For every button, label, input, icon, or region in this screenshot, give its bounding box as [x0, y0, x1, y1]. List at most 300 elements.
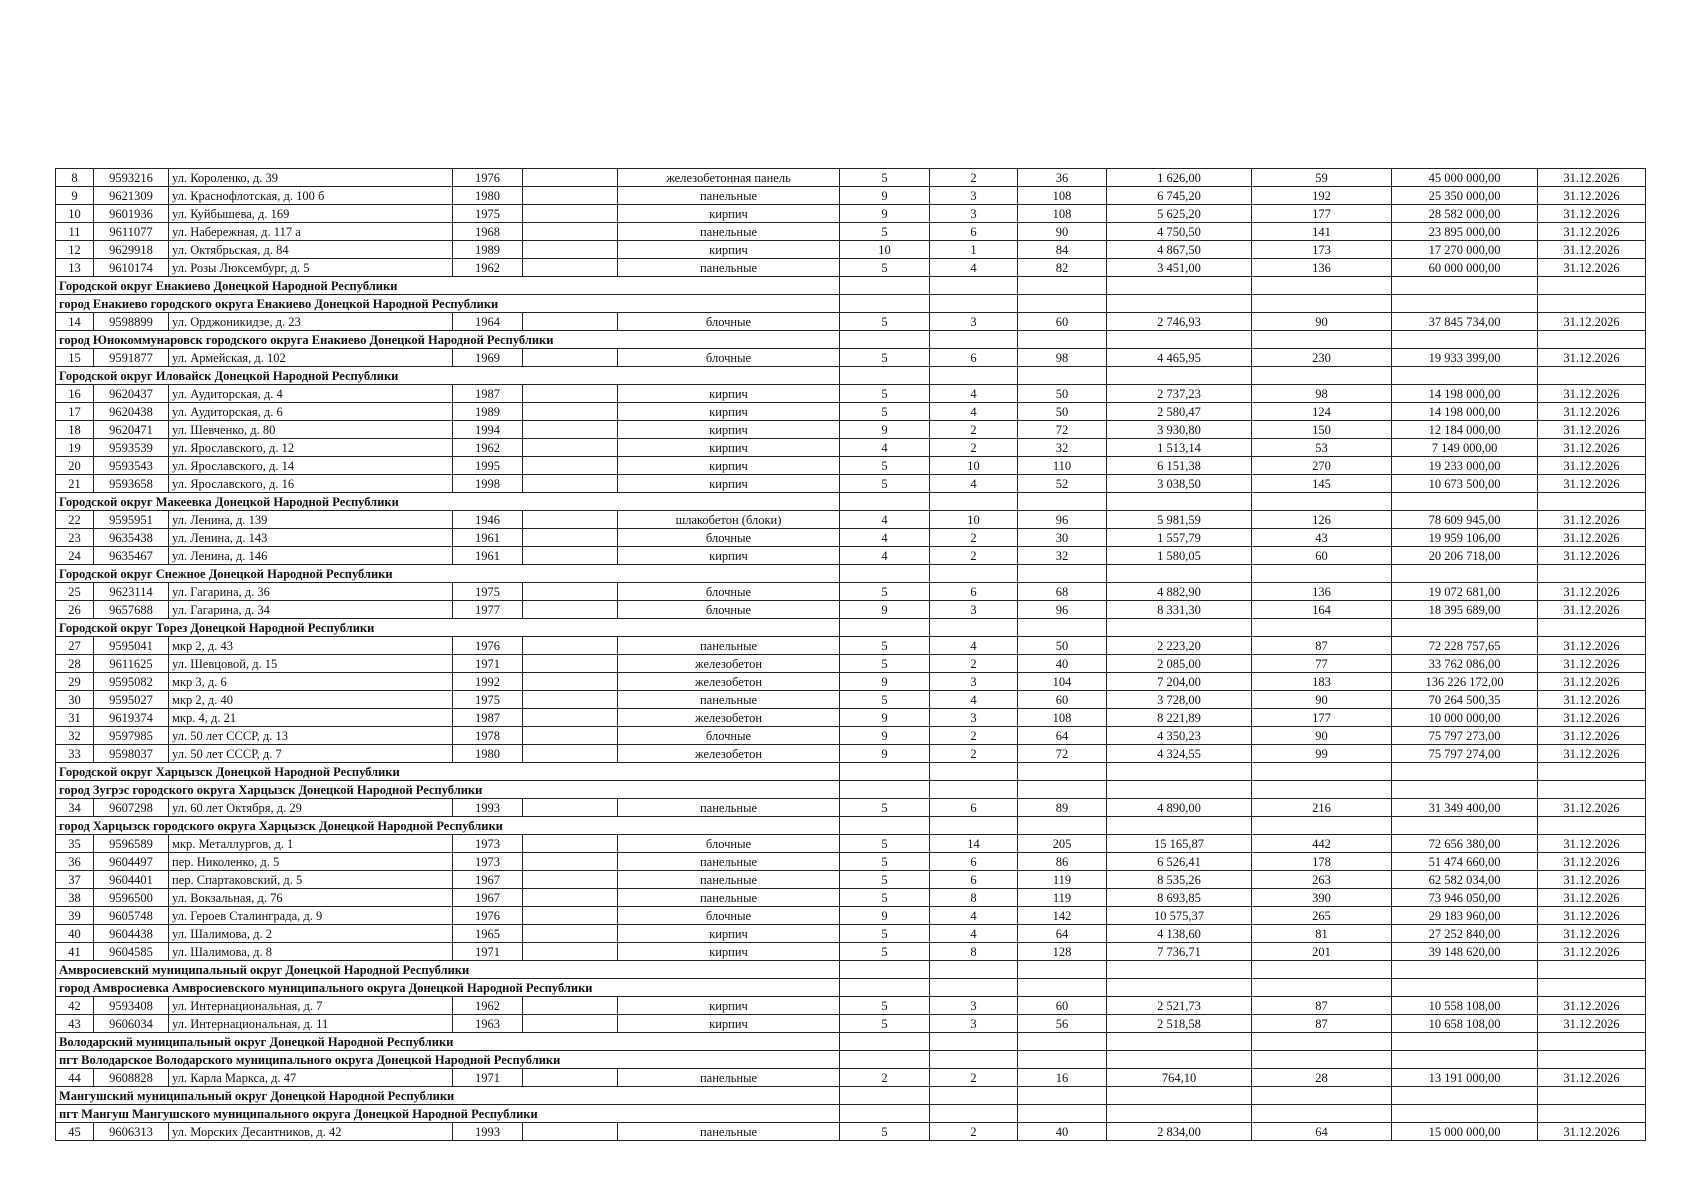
empty-cell: [1107, 277, 1252, 295]
apartments-cell: 119: [1018, 871, 1107, 889]
entrances-cell: 10: [930, 511, 1018, 529]
empty-cell: [523, 799, 618, 817]
floors-cell: 5: [840, 691, 930, 709]
cost-cell: 75 797 274,00: [1392, 745, 1538, 763]
deadline-cell: 31.12.2026: [1538, 475, 1646, 493]
cost-cell: 70 264 500,35: [1392, 691, 1538, 709]
deadline-cell: 31.12.2026: [1538, 547, 1646, 565]
wall-material-cell: панельные: [618, 187, 840, 205]
apartments-cell: 30: [1018, 529, 1107, 547]
area-cell: 2 746,93: [1107, 313, 1252, 331]
empty-cell: [840, 817, 930, 835]
empty-cell: [523, 673, 618, 691]
wall-material-cell: кирпич: [618, 1015, 840, 1033]
apartments-cell: 50: [1018, 403, 1107, 421]
wall-material-cell: кирпич: [618, 385, 840, 403]
empty-cell: [1018, 277, 1107, 295]
address-cell: мкр. Металлургов, д. 1: [169, 835, 453, 853]
entrances-cell: 6: [930, 871, 1018, 889]
wall-material-cell: блочные: [618, 583, 840, 601]
area-cell: 4 324,55: [1107, 745, 1252, 763]
floors-cell: 5: [840, 853, 930, 871]
empty-cell: [523, 925, 618, 943]
entrances-cell: 2: [930, 439, 1018, 457]
deadline-cell: 31.12.2026: [1538, 709, 1646, 727]
house-id-cell: 9596589: [94, 835, 169, 853]
table-row: [56, 1015, 1646, 1033]
apartments-cell: 32: [1018, 547, 1107, 565]
wall-material-cell: кирпич: [618, 997, 840, 1015]
apartments-cell: 96: [1018, 511, 1107, 529]
build-year-cell: 1946: [453, 511, 523, 529]
empty-cell: [523, 439, 618, 457]
row-number-cell: 15: [56, 349, 94, 367]
entrances-cell: 2: [930, 169, 1018, 187]
wall-material-cell: блочные: [618, 727, 840, 745]
build-year-cell: 1994: [453, 421, 523, 439]
cost-cell: 73 946 050,00: [1392, 889, 1538, 907]
entrances-cell: 2: [930, 1069, 1018, 1087]
build-year-cell: 1989: [453, 241, 523, 259]
cost-cell: 25 350 000,00: [1392, 187, 1538, 205]
empty-cell: [1107, 979, 1252, 997]
address-cell: ул. Ленина, д. 139: [169, 511, 453, 529]
empty-cell: [1252, 277, 1392, 295]
apartments-cell: 60: [1018, 997, 1107, 1015]
house-id-cell: 9598899: [94, 313, 169, 331]
apartments-cell: 72: [1018, 421, 1107, 439]
residents-cell: 263: [1252, 871, 1392, 889]
entrances-cell: 6: [930, 583, 1018, 601]
build-year-cell: 1975: [453, 583, 523, 601]
section-header-label: Мангушский муниципальный округ Донецкой Народной Республики: [56, 1087, 840, 1105]
residents-cell: 64: [1252, 1123, 1392, 1141]
address-cell: мкр 3, д. 6: [169, 673, 453, 691]
cost-cell: 7 149 000,00: [1392, 439, 1538, 457]
floors-cell: 9: [840, 727, 930, 745]
area-cell: 2 580,47: [1107, 403, 1252, 421]
section-header-label: Городской округ Енакиево Донецкой Народной Республики: [56, 277, 840, 295]
area-cell: 8 221,89: [1107, 709, 1252, 727]
table-row: [56, 925, 1646, 943]
empty-cell: [1107, 367, 1252, 385]
area-cell: 3 038,50: [1107, 475, 1252, 493]
floors-cell: 5: [840, 925, 930, 943]
wall-material-cell: железобетон: [618, 745, 840, 763]
entrances-cell: 2: [930, 727, 1018, 745]
area-cell: 8 535,26: [1107, 871, 1252, 889]
floors-cell: 5: [840, 223, 930, 241]
house-id-cell: 9629918: [94, 241, 169, 259]
empty-cell: [1107, 961, 1252, 979]
address-cell: ул. Шевцовой, д. 15: [169, 655, 453, 673]
row-number-cell: 35: [56, 835, 94, 853]
floors-cell: 9: [840, 907, 930, 925]
area-cell: 5 981,59: [1107, 511, 1252, 529]
area-cell: 4 750,50: [1107, 223, 1252, 241]
residents-cell: 265: [1252, 907, 1392, 925]
floors-cell: 5: [840, 169, 930, 187]
empty-cell: [523, 223, 618, 241]
section-header-row: [56, 277, 1646, 295]
apartments-cell: 119: [1018, 889, 1107, 907]
wall-material-cell: панельные: [618, 1123, 840, 1141]
empty-cell: [523, 727, 618, 745]
table-row: [56, 439, 1646, 457]
entrances-cell: 2: [930, 421, 1018, 439]
area-cell: 6 526,41: [1107, 853, 1252, 871]
build-year-cell: 1976: [453, 637, 523, 655]
row-number-cell: 12: [56, 241, 94, 259]
row-number-cell: 21: [56, 475, 94, 493]
empty-cell: [1252, 979, 1392, 997]
area-cell: 1 580,05: [1107, 547, 1252, 565]
area-cell: 2 518,58: [1107, 1015, 1252, 1033]
entrances-cell: 6: [930, 799, 1018, 817]
address-cell: ул. Аудиторская, д. 6: [169, 403, 453, 421]
table-row: [56, 349, 1646, 367]
table-row: [56, 547, 1646, 565]
apartments-cell: 110: [1018, 457, 1107, 475]
section-header-row: [56, 295, 1646, 313]
empty-cell: [1018, 295, 1107, 313]
wall-material-cell: кирпич: [618, 439, 840, 457]
empty-cell: [523, 421, 618, 439]
entrances-cell: 3: [930, 187, 1018, 205]
table-row: [56, 169, 1646, 187]
address-cell: мкр 2, д. 40: [169, 691, 453, 709]
empty-cell: [1538, 493, 1646, 511]
address-cell: ул. Ленина, д. 143: [169, 529, 453, 547]
house-id-cell: 9621309: [94, 187, 169, 205]
empty-cell: [523, 241, 618, 259]
wall-material-cell: кирпич: [618, 547, 840, 565]
empty-cell: [523, 205, 618, 223]
empty-cell: [1107, 295, 1252, 313]
empty-cell: [523, 601, 618, 619]
table-row: [56, 655, 1646, 673]
empty-cell: [1018, 961, 1107, 979]
section-header-label: Городской округ Торез Донецкой Народной Республики: [56, 619, 840, 637]
section-header-label: Володарский муниципальный округ Донецкой Народной Республики: [56, 1033, 840, 1051]
build-year-cell: 1967: [453, 871, 523, 889]
deadline-cell: 31.12.2026: [1538, 907, 1646, 925]
floors-cell: 4: [840, 511, 930, 529]
residents-cell: 90: [1252, 691, 1392, 709]
empty-cell: [1392, 565, 1538, 583]
empty-cell: [1107, 781, 1252, 799]
empty-cell: [1392, 817, 1538, 835]
entrances-cell: 3: [930, 673, 1018, 691]
residents-cell: 173: [1252, 241, 1392, 259]
empty-cell: [1538, 565, 1646, 583]
house-id-cell: 9604497: [94, 853, 169, 871]
empty-cell: [930, 331, 1018, 349]
wall-material-cell: панельные: [618, 223, 840, 241]
floors-cell: 9: [840, 709, 930, 727]
deadline-cell: 31.12.2026: [1538, 1123, 1646, 1141]
residents-cell: 442: [1252, 835, 1392, 853]
table-row: [56, 997, 1646, 1015]
section-header-label: Городской округ Харцызск Донецкой Народной Республики: [56, 763, 840, 781]
area-cell: 15 165,87: [1107, 835, 1252, 853]
section-header-label: город Амвросиевка Амвросиевского муниципального округа Донецкой Народной Республики: [56, 979, 840, 997]
house-id-cell: 9607298: [94, 799, 169, 817]
table-row: [56, 709, 1646, 727]
build-year-cell: 1967: [453, 889, 523, 907]
apartments-cell: 104: [1018, 673, 1107, 691]
table-row: [56, 475, 1646, 493]
entrances-cell: 6: [930, 853, 1018, 871]
empty-cell: [1392, 1033, 1538, 1051]
section-header-label: Городской округ Макеевка Донецкой Народной Республики: [56, 493, 840, 511]
cost-cell: 136 226 172,00: [1392, 673, 1538, 691]
floors-cell: 5: [840, 637, 930, 655]
row-number-cell: 42: [56, 997, 94, 1015]
floors-cell: 5: [840, 259, 930, 277]
cost-cell: 62 582 034,00: [1392, 871, 1538, 889]
empty-cell: [1252, 1033, 1392, 1051]
wall-material-cell: шлакобетон (блоки): [618, 511, 840, 529]
entrances-cell: 4: [930, 403, 1018, 421]
house-id-cell: 9620437: [94, 385, 169, 403]
area-cell: 4 867,50: [1107, 241, 1252, 259]
section-header-row: [56, 619, 1646, 637]
apartments-cell: 108: [1018, 187, 1107, 205]
empty-cell: [1392, 493, 1538, 511]
address-cell: ул. 50 лет СССР, д. 7: [169, 745, 453, 763]
entrances-cell: 14: [930, 835, 1018, 853]
floors-cell: 5: [840, 1015, 930, 1033]
build-year-cell: 1989: [453, 403, 523, 421]
residents-cell: 164: [1252, 601, 1392, 619]
wall-material-cell: блочные: [618, 313, 840, 331]
build-year-cell: 1969: [453, 349, 523, 367]
residents-cell: 136: [1252, 259, 1392, 277]
empty-cell: [840, 961, 930, 979]
cost-cell: 15 000 000,00: [1392, 1123, 1538, 1141]
empty-cell: [930, 367, 1018, 385]
residents-cell: 216: [1252, 799, 1392, 817]
apartments-cell: 40: [1018, 1123, 1107, 1141]
house-id-cell: 9595027: [94, 691, 169, 709]
empty-cell: [1252, 1051, 1392, 1069]
cost-cell: 60 000 000,00: [1392, 259, 1538, 277]
empty-cell: [1538, 781, 1646, 799]
empty-cell: [930, 817, 1018, 835]
section-header-row: [56, 1051, 1646, 1069]
empty-cell: [1538, 331, 1646, 349]
deadline-cell: 31.12.2026: [1538, 439, 1646, 457]
row-number-cell: 19: [56, 439, 94, 457]
address-cell: ул. Краснофлотская, д. 100 б: [169, 187, 453, 205]
floors-cell: 4: [840, 547, 930, 565]
apartments-cell: 98: [1018, 349, 1107, 367]
row-number-cell: 32: [56, 727, 94, 745]
entrances-cell: 3: [930, 709, 1018, 727]
table-row: [56, 583, 1646, 601]
row-number-cell: 16: [56, 385, 94, 403]
floors-cell: 5: [840, 313, 930, 331]
empty-cell: [1392, 367, 1538, 385]
entrances-cell: 3: [930, 205, 1018, 223]
empty-cell: [1252, 619, 1392, 637]
house-id-cell: 9597985: [94, 727, 169, 745]
row-number-cell: 23: [56, 529, 94, 547]
address-cell: ул. Шевченко, д. 80: [169, 421, 453, 439]
build-year-cell: 1980: [453, 745, 523, 763]
deadline-cell: 31.12.2026: [1538, 799, 1646, 817]
empty-cell: [1018, 763, 1107, 781]
deadline-cell: 31.12.2026: [1538, 745, 1646, 763]
row-number-cell: 25: [56, 583, 94, 601]
wall-material-cell: блочные: [618, 529, 840, 547]
table-row: [56, 1069, 1646, 1087]
empty-cell: [523, 385, 618, 403]
empty-cell: [523, 745, 618, 763]
build-year-cell: 1971: [453, 1069, 523, 1087]
address-cell: ул. Шалимова, д. 8: [169, 943, 453, 961]
build-year-cell: 1995: [453, 457, 523, 475]
empty-cell: [523, 457, 618, 475]
build-year-cell: 1978: [453, 727, 523, 745]
house-id-cell: 9620471: [94, 421, 169, 439]
deadline-cell: 31.12.2026: [1538, 1015, 1646, 1033]
cost-cell: 19 933 399,00: [1392, 349, 1538, 367]
row-number-cell: 13: [56, 259, 94, 277]
cost-cell: 23 895 000,00: [1392, 223, 1538, 241]
cost-cell: 37 845 734,00: [1392, 313, 1538, 331]
house-id-cell: 9611625: [94, 655, 169, 673]
empty-cell: [930, 781, 1018, 799]
residents-cell: 90: [1252, 727, 1392, 745]
address-cell: ул. Героев Сталинграда, д. 9: [169, 907, 453, 925]
apartments-cell: 40: [1018, 655, 1107, 673]
empty-cell: [840, 277, 930, 295]
residents-cell: 43: [1252, 529, 1392, 547]
residents-cell: 145: [1252, 475, 1392, 493]
wall-material-cell: блочные: [618, 601, 840, 619]
empty-cell: [840, 331, 930, 349]
house-id-cell: 9610174: [94, 259, 169, 277]
table-row: [56, 241, 1646, 259]
empty-cell: [1538, 961, 1646, 979]
wall-material-cell: железобетон: [618, 709, 840, 727]
empty-cell: [523, 871, 618, 889]
wall-material-cell: кирпич: [618, 421, 840, 439]
empty-cell: [840, 781, 930, 799]
floors-cell: 5: [840, 583, 930, 601]
entrances-cell: 4: [930, 925, 1018, 943]
residents-cell: 77: [1252, 655, 1392, 673]
empty-cell: [1538, 619, 1646, 637]
deadline-cell: 31.12.2026: [1538, 241, 1646, 259]
residents-cell: 136: [1252, 583, 1392, 601]
empty-cell: [1107, 817, 1252, 835]
build-year-cell: 1964: [453, 313, 523, 331]
cost-cell: 19 233 000,00: [1392, 457, 1538, 475]
empty-cell: [930, 961, 1018, 979]
row-number-cell: 24: [56, 547, 94, 565]
cost-cell: 39 148 620,00: [1392, 943, 1538, 961]
wall-material-cell: кирпич: [618, 943, 840, 961]
empty-cell: [523, 655, 618, 673]
entrances-cell: 8: [930, 943, 1018, 961]
house-id-cell: 9591877: [94, 349, 169, 367]
address-cell: ул. Орджоникидзе, д. 23: [169, 313, 453, 331]
entrances-cell: 2: [930, 529, 1018, 547]
table-row: [56, 205, 1646, 223]
empty-cell: [1252, 493, 1392, 511]
apartments-cell: 50: [1018, 385, 1107, 403]
wall-material-cell: панельные: [618, 637, 840, 655]
cost-cell: 17 270 000,00: [1392, 241, 1538, 259]
empty-cell: [1018, 1087, 1107, 1105]
empty-cell: [1018, 331, 1107, 349]
row-number-cell: 30: [56, 691, 94, 709]
cost-cell: 75 797 273,00: [1392, 727, 1538, 745]
section-header-label: Амвросиевский муниципальный округ Донецкой Народной Республики: [56, 961, 840, 979]
address-cell: ул. Интернациональная, д. 11: [169, 1015, 453, 1033]
floors-cell: 5: [840, 799, 930, 817]
deadline-cell: 31.12.2026: [1538, 889, 1646, 907]
address-cell: ул. Куйбышева, д. 169: [169, 205, 453, 223]
section-header-row: [56, 367, 1646, 385]
house-id-cell: 9595082: [94, 673, 169, 691]
row-number-cell: 18: [56, 421, 94, 439]
empty-cell: [840, 295, 930, 313]
section-header-label: пгт Володарское Володарского муниципального округа Донецкой Народной Республики: [56, 1051, 840, 1069]
wall-material-cell: панельные: [618, 889, 840, 907]
section-header-label: Городской округ Снежное Донецкой Народной Республики: [56, 565, 840, 583]
row-number-cell: 28: [56, 655, 94, 673]
wall-material-cell: кирпич: [618, 205, 840, 223]
table-row: [56, 799, 1646, 817]
empty-cell: [1252, 961, 1392, 979]
empty-cell: [840, 1051, 930, 1069]
empty-cell: [523, 637, 618, 655]
empty-cell: [523, 1069, 618, 1087]
area-cell: 6 151,38: [1107, 457, 1252, 475]
empty-cell: [1538, 1051, 1646, 1069]
section-header-label: город Юнокоммунаровск городского округа Енакиево Донецкой Народной Республики: [56, 331, 840, 349]
wall-material-cell: кирпич: [618, 241, 840, 259]
cost-cell: 18 395 689,00: [1392, 601, 1538, 619]
residents-cell: 28: [1252, 1069, 1392, 1087]
empty-cell: [1252, 295, 1392, 313]
apartments-cell: 64: [1018, 925, 1107, 943]
house-id-cell: 9635438: [94, 529, 169, 547]
cost-cell: 27 252 840,00: [1392, 925, 1538, 943]
house-id-cell: 9593539: [94, 439, 169, 457]
empty-cell: [840, 367, 930, 385]
build-year-cell: 1968: [453, 223, 523, 241]
entrances-cell: 10: [930, 457, 1018, 475]
section-header-row: [56, 1087, 1646, 1105]
address-cell: ул. Интернациональная, д. 7: [169, 997, 453, 1015]
empty-cell: [840, 493, 930, 511]
address-cell: мкр 2, д. 43: [169, 637, 453, 655]
empty-cell: [840, 1033, 930, 1051]
house-id-cell: 9598037: [94, 745, 169, 763]
empty-cell: [1018, 565, 1107, 583]
build-year-cell: 1971: [453, 655, 523, 673]
empty-cell: [523, 1015, 618, 1033]
table-row: [56, 889, 1646, 907]
house-id-cell: 9608828: [94, 1069, 169, 1087]
row-number-cell: 11: [56, 223, 94, 241]
cost-cell: 45 000 000,00: [1392, 169, 1538, 187]
